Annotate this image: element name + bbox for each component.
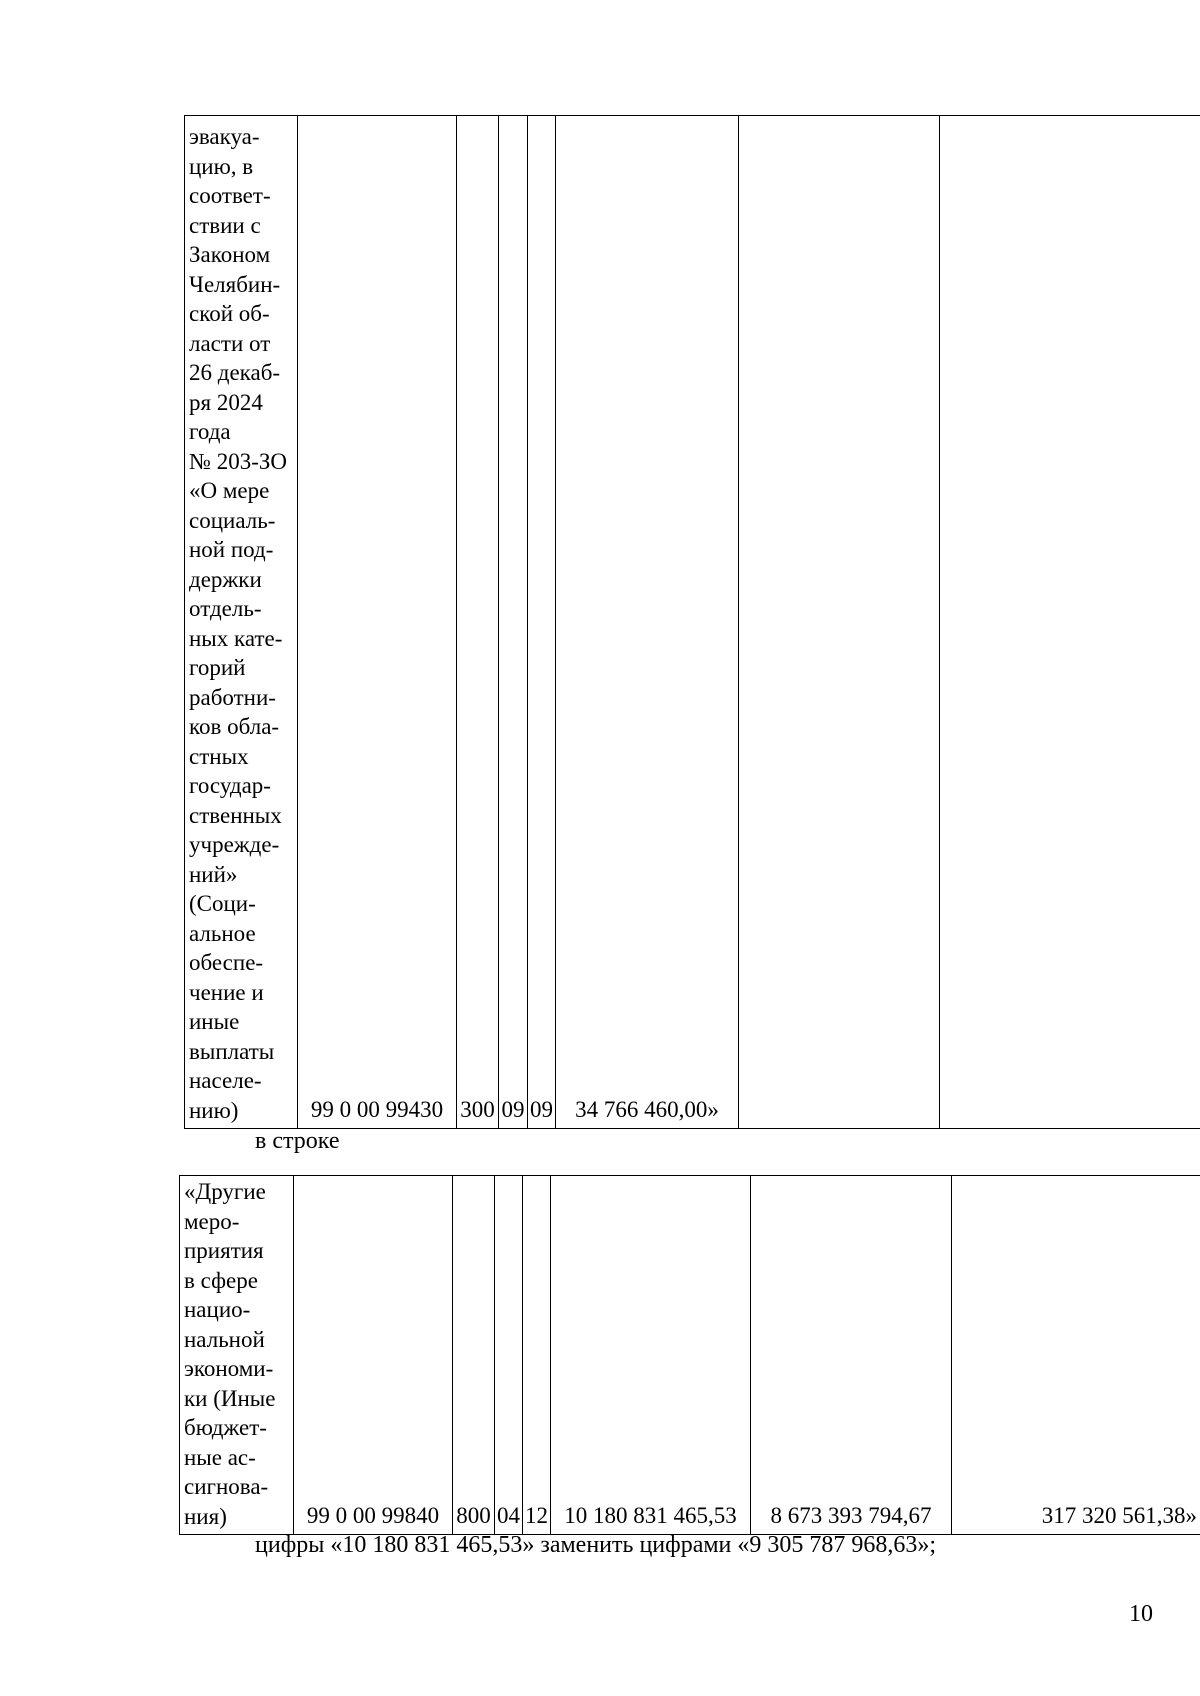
description-line: ной под-: [189, 537, 274, 562]
subsection-cell: 12: [523, 1176, 551, 1535]
description-line: стных: [189, 743, 249, 769]
target-article-cell: 99 0 00 99840: [294, 1176, 453, 1535]
description-line: ственных: [189, 802, 282, 828]
budget-table-evacuation-row: [184, 115, 1200, 1129]
amount-1-cell: 34 766 460,00»: [556, 116, 739, 1129]
description-line: ков обла-: [189, 714, 280, 739]
description-line: ря 2024: [189, 389, 263, 415]
description-line: экономи-: [184, 1356, 274, 1381]
description-line: ные ас-: [184, 1444, 256, 1470]
description-line: цию, в: [189, 153, 254, 179]
description-line: меро-: [184, 1208, 240, 1234]
description-line: ствии с: [189, 212, 261, 238]
description-line: ния): [184, 1503, 227, 1529]
description-line: Челябин-: [189, 271, 281, 297]
section-cell: 04: [495, 1176, 523, 1535]
description-line: нальной: [184, 1326, 265, 1352]
description-line: чение и: [189, 979, 264, 1005]
description-line: (Соци-: [189, 891, 256, 916]
replacement-instruction: цифры «10 180 831 465,53» заменить цифрами «9 305 787 968,63»;: [255, 1532, 937, 1558]
description-line: в сфере: [184, 1267, 258, 1293]
description-line: держки: [189, 566, 262, 592]
description-line: ний»: [189, 861, 238, 887]
target-article-cell: 99 0 00 99430: [298, 116, 457, 1129]
description-line: года: [189, 419, 231, 444]
description-line: ных кате-: [189, 625, 283, 651]
description-line: государ-: [189, 773, 271, 798]
description-line: 26 декаб-: [189, 360, 281, 385]
description-line: сигнова-: [184, 1474, 269, 1499]
description-line: иные: [189, 1009, 240, 1034]
description-line: горий: [189, 655, 246, 680]
row-description: [185, 116, 298, 1129]
description-line: № 203-ЗО: [189, 448, 287, 474]
description-line: учрежде-: [189, 832, 280, 857]
expense-type-cell: 300: [457, 116, 499, 1129]
page-number: 10: [1129, 1601, 1153, 1627]
budget-table-national-economy-row: [179, 1175, 1200, 1535]
subsection-cell: 09: [528, 116, 556, 1129]
description-line: населе-: [189, 1068, 262, 1093]
in-row-text: в строке: [255, 1128, 340, 1154]
description-line: нацио-: [184, 1297, 251, 1322]
amount-2-cell: [739, 116, 940, 1129]
description-line: нию): [189, 1097, 239, 1123]
description-line: приятия: [184, 1238, 264, 1263]
description-line: ласти от: [189, 330, 271, 356]
description-line: альное: [189, 920, 256, 946]
description-line: соответ-: [189, 183, 271, 208]
expense-type-cell: 800: [453, 1176, 495, 1535]
description-line: ской об-: [189, 301, 270, 326]
description-line: «Другие: [184, 1179, 266, 1204]
description-line: выплаты: [189, 1038, 275, 1064]
amount-3-cell: 317 320 561,38»: [952, 1176, 1200, 1535]
description-line: отдель-: [189, 596, 262, 621]
description-line: эвакуа-: [189, 124, 260, 149]
section-cell: 09: [499, 116, 528, 1129]
amount-1-cell: 10 180 831 465,53: [551, 1176, 751, 1535]
amount-2-cell: 8 673 393 794,67: [751, 1176, 952, 1535]
description-line: ки (Иные: [184, 1385, 276, 1411]
description-line: обеспе-: [189, 950, 264, 975]
description-line: социаль-: [189, 507, 276, 533]
description-line: работни-: [189, 684, 276, 710]
amount-3-cell: [940, 116, 1200, 1129]
description-line: Законом: [189, 242, 271, 267]
description-line: «О мере: [189, 478, 270, 503]
description-line: бюджет-: [184, 1415, 267, 1440]
row-description: [180, 1176, 294, 1535]
